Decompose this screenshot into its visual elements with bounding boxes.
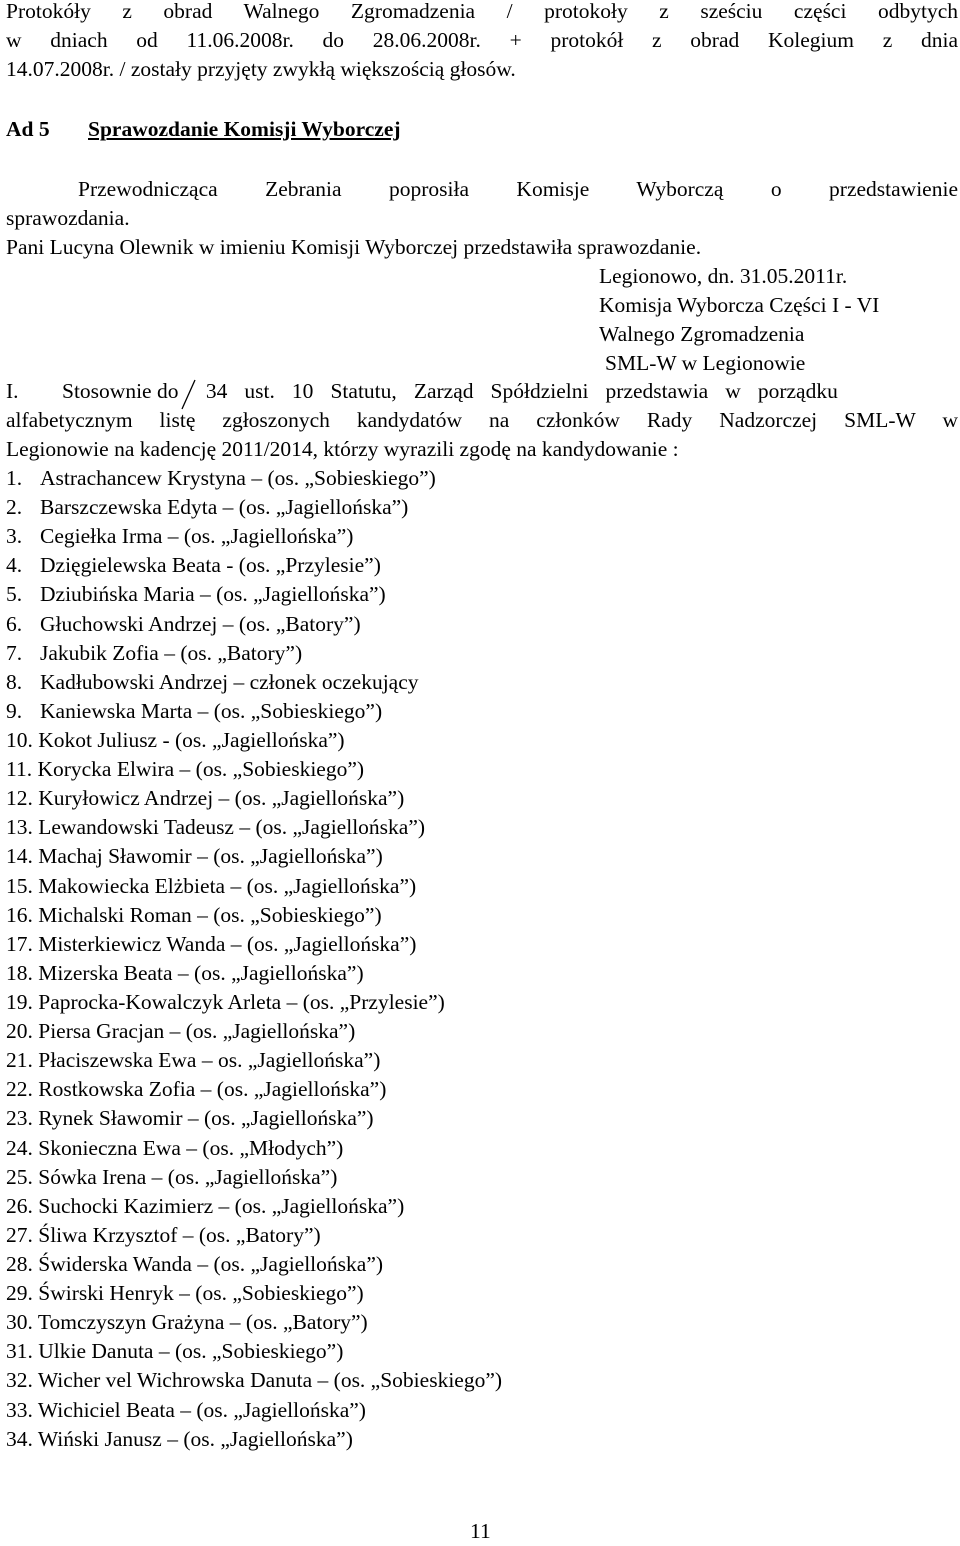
candidate-text: Makowiecka Elżbieta – (os. „Jagiellońska”): [38, 873, 417, 898]
candidate-text: Paprocka-Kowalczyk Arleta – (os. „Przylesie”): [38, 989, 445, 1014]
candidate-text: Wichiciel Beata – (os. „Jagiellońska”): [37, 1397, 366, 1422]
candidate-text: Rynek Sławomir – (os. „Jagiellońska”): [38, 1106, 374, 1131]
candidate-item: [6, 988, 502, 1017]
candidate-text: Głuchowski Andrzej – (os. „Batory”): [40, 611, 361, 636]
candidate-text: Mizerska Beata – (os. „Jagiellońska”): [38, 960, 364, 985]
candidate-text: Lewandowski Tadeusz – (os. „Jagiellońska”): [38, 815, 426, 840]
candidate-list: [6, 464, 502, 1454]
candidate-number: 12.: [6, 786, 33, 811]
candidate-text: Korycka Elwira – (os. „Sobieskiego”): [37, 757, 365, 782]
candidate-number: 16.: [6, 902, 33, 927]
candidate-number: 5.: [6, 582, 23, 607]
candidate-text: Machaj Sławomir – (os. „Jagiellońska”): [38, 844, 383, 869]
candidate-text: Piersa Gracjan – (os. „Jagiellońska”): [38, 1019, 356, 1044]
candidate-item: [6, 1337, 502, 1366]
candidate-number: 31.: [6, 1339, 33, 1364]
candidate-number: 19.: [6, 989, 33, 1014]
statement-line-1: [6, 377, 958, 406]
candidate-number: 10.: [6, 727, 33, 752]
candidate-text: Dzięgielewska Beata - (os. „Przylesie”): [40, 553, 381, 578]
candidate-item: [6, 697, 502, 726]
candidate-number: 29.: [6, 1281, 33, 1306]
candidate-text: Sówka Irena – (os. „Jagiellońska”): [38, 1164, 338, 1189]
candidate-text: Barszczewska Edyta – (os. „Jagiellońska”): [40, 495, 409, 520]
candidate-item: [6, 1366, 502, 1395]
section-roman-numeral: I.: [6, 379, 19, 403]
candidate-number: 11.: [6, 757, 33, 782]
candidate-number: 13.: [6, 815, 33, 840]
candidate-number: 32.: [6, 1368, 33, 1393]
candidate-number: 2.: [6, 495, 23, 520]
candidate-text: Kokot Juliusz - (os. „Jagiellońska”): [38, 727, 345, 752]
paragraph-line-2: sprawozdania.: [6, 206, 130, 230]
candidate-item: [6, 959, 502, 988]
candidate-item: [6, 493, 502, 522]
statement-line-2: alfabetycznym listę zgłoszonych kandydatów na członków Rady Nadzorczej SML-W w: [6, 408, 958, 432]
candidate-item: [6, 872, 502, 901]
candidate-item: [6, 580, 502, 609]
candidate-number: 6.: [6, 611, 23, 636]
candidate-item: [6, 1192, 502, 1221]
candidate-item: [6, 1104, 502, 1133]
candidate-text: Świderska Wanda – (os. „Jagiellońska”): [38, 1251, 384, 1276]
candidate-text: Wicher vel Wichrowska Danuta – (os. „Sobieskiego”): [37, 1368, 503, 1393]
candidate-text: Ulkie Danuta – (os. „Sobieskiego”): [38, 1339, 344, 1364]
candidate-number: 17.: [6, 931, 33, 956]
candidate-item: [6, 610, 502, 639]
candidate-text: Świrski Henryk – (os. „Sobieskiego”): [38, 1281, 364, 1306]
candidate-number: 26.: [6, 1193, 33, 1218]
candidate-text: Rostkowska Zofia – (os. „Jagiellońska”): [38, 1077, 387, 1102]
candidate-number: 33.: [6, 1397, 33, 1422]
paragraph-line-3: Pani Lucyna Olewnik w imieniu Komisji Wyborczej przedstawiła sprawozdanie.: [6, 235, 702, 259]
candidate-text: Kaniewska Marta – (os. „Sobieskiego”): [40, 698, 383, 723]
candidate-number: 28.: [6, 1251, 33, 1276]
candidate-item: [6, 842, 502, 871]
candidate-number: 22.: [6, 1077, 33, 1102]
candidate-item: [6, 813, 502, 842]
section-heading: [6, 115, 401, 144]
candidate-item: [6, 1046, 502, 1075]
candidate-number: 23.: [6, 1106, 33, 1131]
candidate-item: [6, 1396, 502, 1425]
candidate-text: Jakubik Zofia – (os. „Batory”): [40, 640, 303, 665]
candidate-text: Kadłubowski Andrzej – członek oczekujący: [40, 669, 419, 694]
candidate-text: Astrachancew Krystyna – (os. „Sobieskiego”): [40, 466, 436, 490]
candidate-item: [6, 1425, 502, 1454]
candidate-number: 25.: [6, 1164, 33, 1189]
candidate-number: 3.: [6, 524, 23, 549]
cooperative-name: SML-W w Legionowie: [605, 351, 806, 375]
candidate-item: [6, 755, 502, 784]
candidate-text: Płaciszewska Ewa – os. „Jagiellońska”): [38, 1048, 381, 1073]
candidate-number: 27.: [6, 1222, 33, 1247]
statement-line-3: Legionowie na kadencję 2011/2014, którzy wyrazili zgodę na kandydowanie :: [6, 437, 679, 461]
intro-line-2: w dniach od 11.06.2008r. do 28.06.2008r. + protokół z obrad Kolegium z dnia: [6, 28, 958, 52]
candidate-item: [6, 1308, 502, 1337]
candidate-number: 9.: [6, 698, 23, 723]
candidate-item: [6, 930, 502, 959]
page-number: 11: [470, 1519, 491, 1543]
candidate-number: 20.: [6, 1019, 33, 1044]
candidate-number: 24.: [6, 1135, 33, 1160]
section-title: Sprawozdanie Komisji Wyborczej: [88, 117, 401, 141]
candidate-text: Skonieczna Ewa – (os. „Młodych”): [38, 1135, 344, 1160]
candidate-item: [6, 726, 502, 755]
assembly-name: Walnego Zgromadzenia: [599, 322, 805, 346]
candidate-text: Tomczyszyn Grażyna – (os. „Batory”): [37, 1310, 368, 1335]
candidate-number: 4.: [6, 553, 23, 578]
paragraph-line-1: Przewodnicząca Zebrania poprosiła Komisje Wyborczą o przedstawienie: [78, 177, 958, 201]
candidate-text: Suchocki Kazimierz – (os. „Jagiellońska”): [38, 1193, 405, 1218]
candidate-text: Śliwa Krzysztof – (os. „Batory”): [38, 1222, 321, 1247]
candidate-number: 14.: [6, 844, 33, 869]
candidate-text: Misterkiewicz Wanda – (os. „Jagiellońska”): [38, 931, 417, 956]
candidate-number: 30.: [6, 1310, 33, 1335]
candidate-text: Michalski Roman – (os. „Sobieskiego”): [38, 902, 382, 927]
candidate-item: [6, 784, 502, 813]
letter-date: Legionowo, dn. 31.05.2011r.: [599, 264, 848, 288]
intro-line-3: 14.07.2008r. / zostały przyjęty zwykłą większością głosów.: [6, 57, 516, 81]
candidate-item: [6, 668, 502, 697]
statement-prefix: Stosownie do: [62, 379, 179, 403]
candidate-item: [6, 639, 502, 668]
candidate-text: Dziubińska Maria – (os. „Jagiellońska”): [40, 582, 386, 607]
candidate-item: [6, 1075, 502, 1104]
candidate-item: [6, 1279, 502, 1308]
candidate-number: 34.: [6, 1426, 33, 1451]
intro-line-1: Protokóły z obrad Walnego Zgromadzenia / protokoły z sześciu części odbytych: [6, 0, 958, 23]
candidate-text: Wiński Janusz – (os. „Jagiellońska”): [37, 1426, 353, 1451]
candidate-item: [6, 551, 502, 580]
candidate-number: 15.: [6, 873, 33, 898]
candidate-item: [6, 522, 502, 551]
statement-rest: 34 ust. 10 Statutu, Zarząd Spółdzielni przedstawia w porządku: [205, 379, 838, 403]
section-number: Ad 5: [6, 117, 50, 141]
candidate-number: 8.: [6, 669, 23, 694]
candidate-item: [6, 1250, 502, 1279]
candidate-item: [6, 1134, 502, 1163]
candidate-item: [6, 1017, 502, 1046]
candidate-number: 1.: [6, 466, 23, 490]
candidate-text: Cegiełka Irma – (os. „Jagiellońska”): [40, 524, 354, 549]
candidate-number: 7.: [6, 640, 23, 665]
candidate-item: [6, 901, 502, 930]
candidate-number: 21.: [6, 1048, 33, 1073]
candidate-number: 18.: [6, 960, 33, 985]
candidate-item: [6, 464, 502, 493]
committee-name: Komisja Wyborcza Części I - VI: [599, 293, 880, 317]
candidate-text: Kuryłowicz Andrzej – (os. „Jagiellońska”): [38, 786, 405, 811]
candidate-item: [6, 1163, 502, 1192]
candidate-item: [6, 1221, 502, 1250]
